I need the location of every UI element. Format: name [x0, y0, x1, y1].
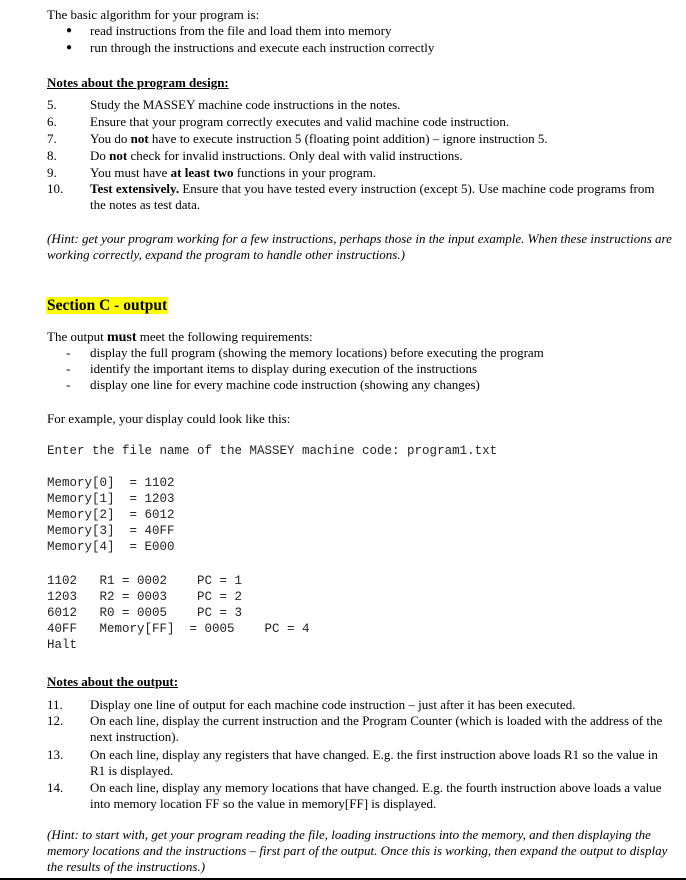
- item-number: 5.: [47, 97, 57, 112]
- trace-line: Halt: [47, 638, 78, 652]
- memory-line: Memory[2] = 6012: [47, 508, 175, 522]
- output-notes-heading: Notes about the output:: [47, 674, 179, 689]
- dash-icon: -: [66, 377, 71, 392]
- intro-text: The basic algorithm for your program is:: [47, 7, 260, 22]
- dash-icon: -: [66, 361, 71, 376]
- item-text: On each line, display the current instruction and the Program Counter (which is loaded with the address of the next instruction).: [90, 713, 663, 744]
- item-number: 10.: [47, 181, 64, 196]
- item-number: 11.: [47, 697, 63, 712]
- item-number: 8.: [47, 148, 57, 163]
- memory-listing: [47, 475, 175, 555]
- item-number: 12.: [47, 713, 64, 728]
- memory-line: Memory[4] = E000: [47, 540, 175, 554]
- dash-icon: -: [66, 345, 71, 360]
- example-intro: For example, your display could look like this:: [47, 411, 291, 426]
- execution-trace: [47, 573, 310, 653]
- bullet-icon: ●: [66, 42, 73, 53]
- item-text: You do not have to execute instruction 5 (floating point addition) – ignore instruction 5.: [90, 131, 548, 146]
- trace-line: 6012 R0 = 0005 PC = 3: [47, 606, 243, 620]
- requirement-text: display the full program (showing the memory locations) before executing the program: [90, 345, 544, 360]
- item-text: Test extensively. Ensure that you have tested every instruction (except 5). Use machine code programs from the notes as test data.: [90, 181, 655, 212]
- requirements-intro: The output must meet the following requirements:: [47, 329, 313, 345]
- bullet-icon: ●: [66, 25, 73, 36]
- console-prompt: Enter the file name of the MASSEY machine code: program1.txt: [47, 444, 498, 458]
- item-text: Study the MASSEY machine code instructions in the notes.: [90, 97, 401, 112]
- hint-paragraph: (Hint: get your program working for a few instructions, perhaps those in the input example. When these instructions are working correctly, expand the program to handle other instructions.): [47, 231, 672, 262]
- item-number: 13.: [47, 747, 64, 762]
- section-title-highlight: Section C - output: [47, 297, 168, 314]
- section-title: [46, 296, 168, 316]
- item-number: 6.: [47, 114, 57, 129]
- memory-line: Memory[3] = 40FF: [47, 524, 175, 538]
- hint-paragraph: (Hint: to start with, get your program reading the file, loading instructions into the memory, and then displaying the memory locations and the instructions – first part of the output. Once this is working, then expand the output to display the results of the instructions.): [47, 827, 668, 874]
- item-number: 9.: [47, 165, 57, 180]
- item-number: 14.: [47, 780, 64, 795]
- memory-line: Memory[0] = 1102: [47, 476, 175, 490]
- trace-line: 1102 R1 = 0002 PC = 1: [47, 574, 243, 588]
- trace-line: 40FF Memory[FF] = 0005 PC = 4: [47, 622, 310, 636]
- item-text: Do not check for invalid instructions. Only deal with valid instructions.: [90, 148, 463, 163]
- item-text: On each line, display any registers that have changed. E.g. the first instruction above loads R1 so the value in R1 is displayed.: [90, 747, 658, 778]
- requirement-text: identify the important items to display during execution of the instructions: [90, 361, 478, 376]
- trace-line: 1203 R2 = 0003 PC = 2: [47, 590, 243, 604]
- memory-line: Memory[1] = 1203: [47, 492, 175, 506]
- design-notes-heading: Notes about the program design:: [47, 75, 229, 90]
- requirement-text: display one line for every machine code instruction (showing any changes): [90, 377, 480, 392]
- bullet-text: run through the instructions and execute each instruction correctly: [90, 40, 435, 55]
- bullet-text: read instructions from the file and load them into memory: [90, 23, 392, 38]
- item-text: On each line, display any memory locations that have changed. E.g. the fourth instruction above loads a value into memory location FF so the value in memory[FF] is displayed.: [90, 780, 662, 811]
- item-text: Ensure that your program correctly executes and valid machine code instruction.: [90, 114, 510, 129]
- item-text: You must have at least two functions in your program.: [90, 165, 377, 180]
- item-number: 7.: [47, 131, 57, 146]
- item-text: Display one line of output for each machine code instruction – just after it has been executed.: [90, 697, 576, 712]
